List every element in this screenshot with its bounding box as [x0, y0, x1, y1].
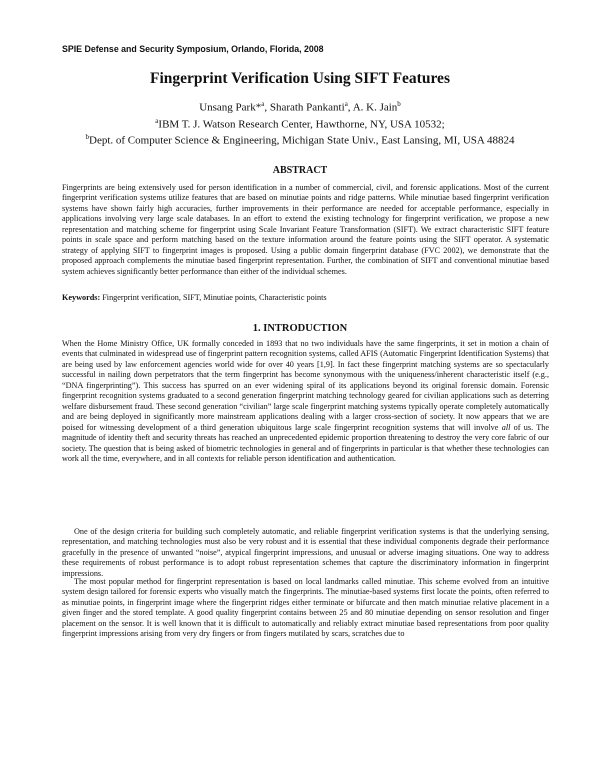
affil-marker: a	[155, 116, 159, 125]
intro-p1-emphasis: all	[501, 422, 511, 432]
author-jain: , A. K. Jain	[347, 101, 398, 114]
paper-title: Fingerprint Verification Using SIFT Features	[150, 70, 450, 87]
intro-paragraph-3: The most popular method for fingerprint representation is based on local landmarks called minutiae. This scheme evolved from an intuitive system design tailored for forensic experts who visually match the fingerprints. The minutiae-based systems first locate the points, often referred to as minutiae points, in fingerprint image where the fingerprint ridges either terminate or bifurcate and then match minutiae relative placement in a given finger and the stored template. A good quality fingerprint contains between 25 and 80 minutiae depending on sensor resolution and finger placement on the sensor. It is well known that it is difficult to automatically and reliably extract minutiae based representations from poor quality fingerprint impressions arising from very dry fingers or from fingers mutilated by scars, scratches due to	[62, 577, 549, 639]
affil-marker: b	[397, 100, 401, 108]
abstract-body: Fingerprints are being extensively used for person identification in a number of commercial, civil, and forensic applications. Most of the current fingerprint verification systems utilize features that are based on minutiae points and ridge patterns. While minutiae based fingerprint verification systems have shown fairly high accuracies, further improvements in their performance are needed for acceptable performance, especially in applications involving very large scale databases. In an effort to extend the existing technology for fingerprint verification, we propose a new representation and matching scheme for fingerprint using Scale Invariant Feature Transformation (SIFT). We extract characteristic SIFT feature points in scale space and perform matching based on the texture information around the feature points using the SIFT operator. A systematic strategy of applying SIFT to fingerprint images is proposed. Using a public domain fingerprint database (FVC 2002), we demonstrate that the proposed approach complements the minutiae based fingerprint representation. Further, the combination of SIFT and conventional minutiae based system achieves significantly better performance than either of the individual schemes.	[62, 183, 549, 276]
affiliation-b-text: Dept. of Computer Science & Engineering, Michigan State Univ., East Lansing, MI, USA 48824	[89, 134, 515, 147]
affil-marker: b	[85, 133, 90, 142]
affiliation-b	[0, 131, 600, 148]
keywords-line	[62, 293, 549, 303]
author-names	[0, 98, 600, 115]
affil-marker: a	[261, 100, 265, 108]
intro-paragraph-1	[62, 339, 549, 464]
affiliation-a	[0, 115, 600, 132]
intro-p1-part-b: of us. The magnitude of identity theft and security threats has reached an unprecedented epidemic proportion threatening to destroy the very core fabric of our society. The question that is being asked of biometric technologies in general and of fingerprints in particular is that whether these technologies can work all the time, everywhere, and in all contexts for reliable person identification and authentication.	[62, 422, 549, 463]
author-park: Unsang Park*	[199, 101, 262, 114]
author-pankanti: , Sharath Pankanti	[264, 101, 345, 114]
section-heading-introduction: 1. INTRODUCTION	[252, 323, 348, 334]
conference-header: SPIE Defense and Security Symposium, Orlando, Florida, 2008	[62, 44, 324, 54]
abstract-heading: ABSTRACT	[272, 165, 328, 176]
affil-marker: a	[344, 100, 348, 108]
keywords-text: Fingerprint verification, SIFT, Minutiae points, Characteristic points	[100, 293, 327, 302]
intro-p1-part-a: When the Home Ministry Office, UK formally conceded in 1893 that no two individuals have the same fingerprints, it set in motion a chain of events that culminated in widespread use of fingerprint pattern recognition systems, called AFIS (Automatic Fingerprint Identification Systems) that are being used by law enforcement agencies world wide for over 40 years [1,9]. In fact these fingerprint matching systems are so spectacularly successful in nailing down perpetrators that the term fingerprint has become synonymous with the uniqueness/inherent characteristic itself (e.g., “DNA fingerprinting”). This success has spurred on an ever widening spiral of its applications beyond its original forensic domain. Forensic fingerprint recognition systems graduated to a second generation fingerprint matching technology geared for civilian applications such as deterring welfare disbursement fraud. These second generation “civilian” large scale fingerprint matching systems typically operate completely automatically and are being deployed in significantly more mainstream applications dealing with a larger cross-section of society. It now appears that we are poised for witnessing development of a third generation ubiquitous large scale fingerprint recognition systems that will involve	[62, 339, 549, 432]
intro-paragraph-2: One of the design criteria for building such completely automatic, and reliable fingerprint verification systems is that the underlying sensing, representation, and matching technologies must also be very robust and it is essential that these individual components degrade their performance gracefully in the presence of unwanted “noise”, atypical fingerprint impressions, and unusual or adverse imaging situations. One way to address these requirements of robust performance is to adopt robust representation schemes that capture the discriminatory information in fingerprint impressions.	[62, 527, 549, 578]
author-block	[0, 98, 600, 148]
keywords-label: Keywords:	[62, 293, 101, 302]
affiliation-a-text: IBM T. J. Watson Research Center, Hawthorne, NY, USA 10532;	[158, 118, 445, 131]
